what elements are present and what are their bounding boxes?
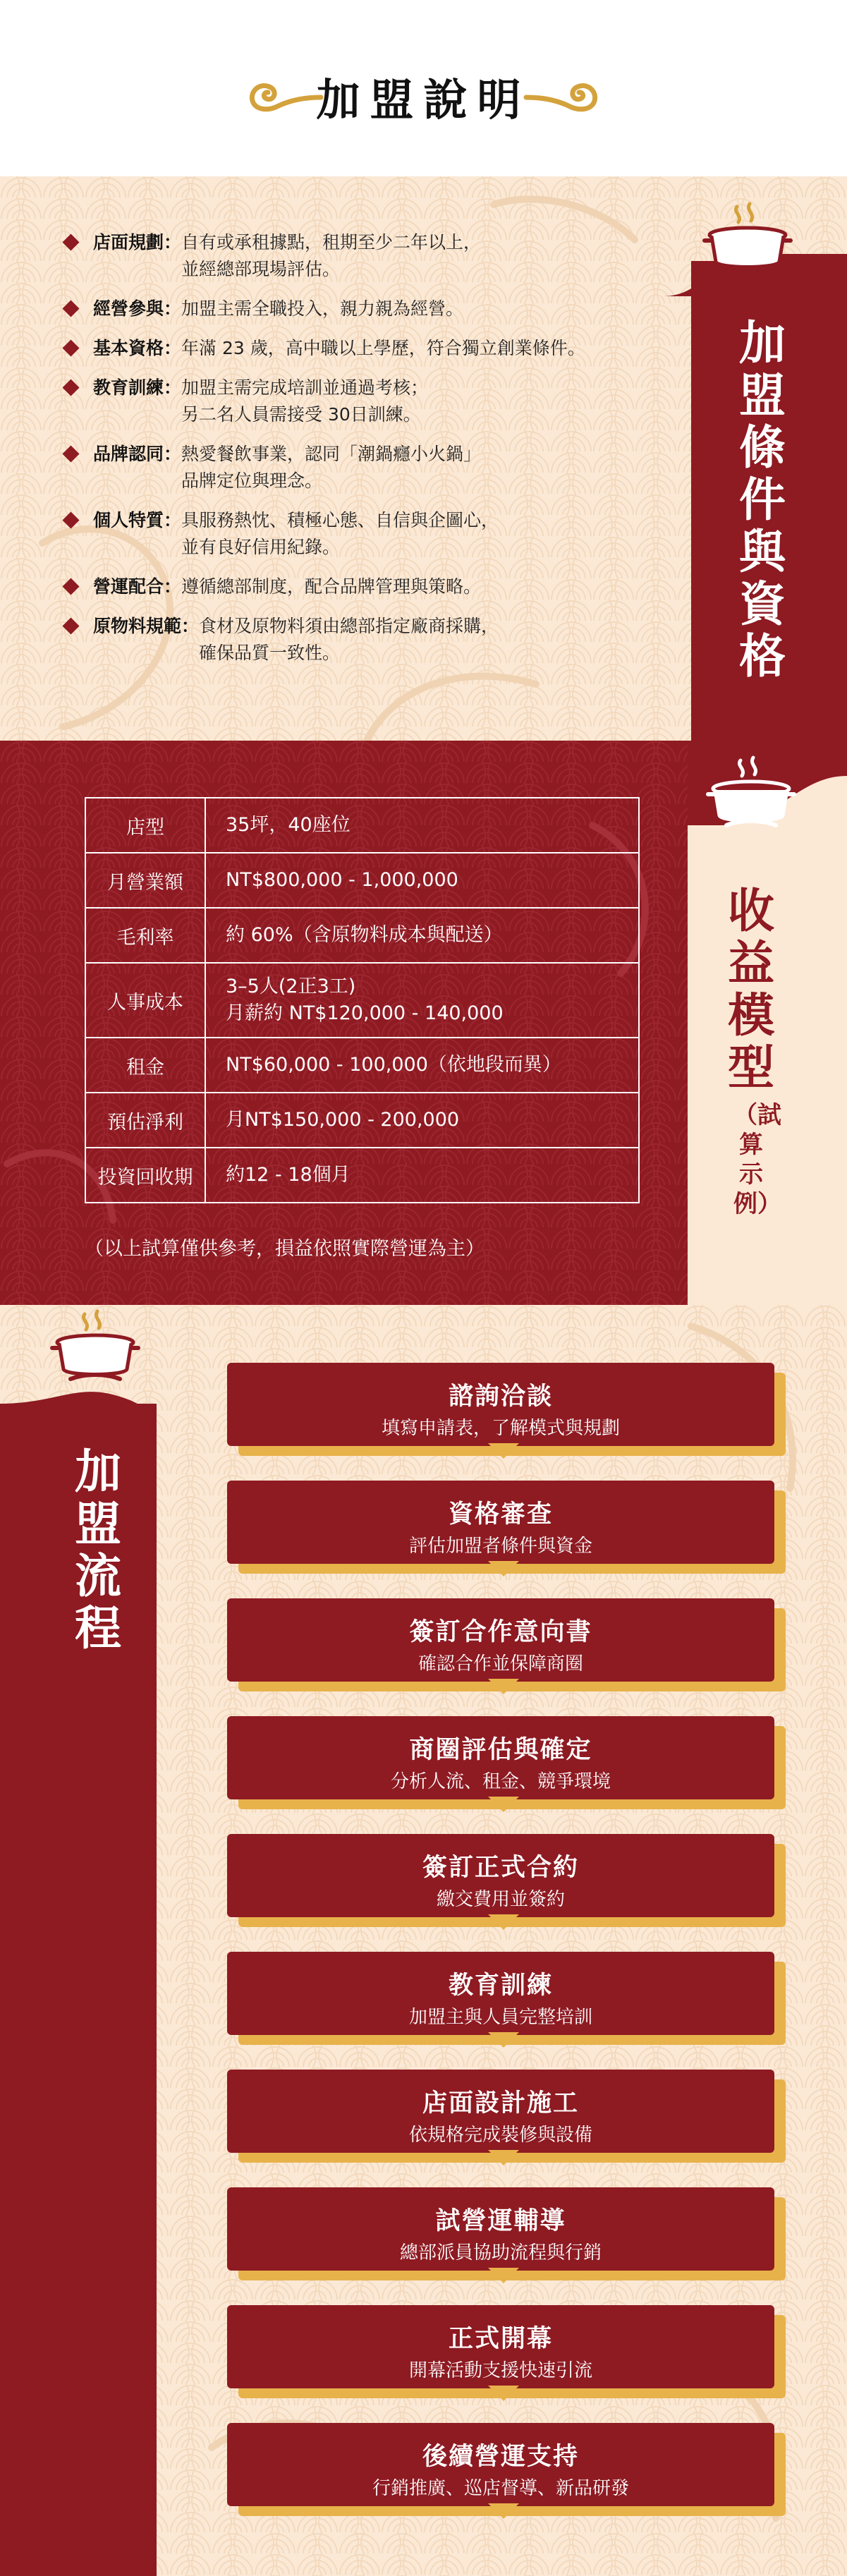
condition-label: 品牌認同： <box>93 444 182 464</box>
down-arrow-icon <box>488 1561 519 1576</box>
process-steps <box>227 1363 786 2541</box>
process-step <box>227 2305 786 2398</box>
profit-disclaimer: （以上試算僅供參考，損益依照實際營運為主） <box>85 1238 485 1260</box>
process-step <box>227 1716 786 1809</box>
conditions-title: 加盟條件與資格 <box>739 316 786 684</box>
step-card <box>227 1952 774 2035</box>
diamond-bullet-icon <box>62 300 79 317</box>
hotpot-icon <box>49 1308 141 1386</box>
step-title: 諮詢洽談 <box>448 1383 553 1411</box>
page-title: 加盟說明 <box>316 74 531 126</box>
row-value-text: 3–5人(2正3工) 月薪約 NT$120,000 - 140,000 <box>226 976 504 1024</box>
step-title: 正式開幕 <box>448 2325 553 2353</box>
condition-text: 加盟主需全職投入，親力親為經營。 <box>181 298 464 319</box>
process-title: 加盟流程 <box>75 1445 121 1655</box>
step-description: 開幕活動支援快速引流 <box>408 2360 592 2381</box>
step-description: 填寫申請表，了解模式與規劃 <box>381 1418 620 1439</box>
down-arrow-icon <box>488 2386 519 2401</box>
list-item <box>65 507 685 561</box>
step-description: 確認合作並保障商圈 <box>418 1653 583 1675</box>
row-value-text: 約12 - 18個月 <box>226 1164 351 1186</box>
profit-title: 收益模型 <box>728 884 774 1095</box>
step-card <box>227 1716 774 1799</box>
step-card <box>227 1481 774 1564</box>
table-row <box>85 1038 639 1093</box>
profit-table <box>85 797 640 1203</box>
condition-text: 自有或承租據點，租期至少二年以上， 並經總部現場評估。 <box>181 232 482 279</box>
row-value <box>205 908 639 963</box>
row-value <box>205 1148 639 1203</box>
row-value <box>205 963 639 1038</box>
profit-subtitle: （試算示例） <box>733 1101 781 1218</box>
row-value <box>205 853 639 908</box>
down-arrow-icon <box>488 2150 519 2165</box>
condition-label: 經營參與： <box>93 298 182 319</box>
step-card <box>227 2423 774 2506</box>
row-value-text: NT$60,000 - 100,000（依地段而異） <box>226 1054 561 1076</box>
page-header <box>0 0 847 176</box>
diamond-bullet-icon <box>62 233 79 250</box>
table-row <box>85 853 639 908</box>
hotpot-icon <box>702 201 793 279</box>
row-value-text: 約 60%（含原物料成本與配送） <box>226 924 503 946</box>
row-value-text: NT$800,000 - 1,000,000 <box>226 869 458 891</box>
step-title: 後續營運支持 <box>422 2443 579 2471</box>
step-card <box>227 1834 774 1917</box>
row-value <box>205 1093 639 1148</box>
swirl-ornament-icon <box>523 69 600 119</box>
condition-label: 原物料規範： <box>93 616 200 636</box>
condition-text: 遵循總部制度，配合品牌管理與策略。 <box>181 576 482 597</box>
step-title: 商圈評估與確定 <box>409 1736 592 1764</box>
condition-label: 店面規劃： <box>93 232 182 253</box>
step-card <box>227 2187 774 2271</box>
row-value <box>205 1038 639 1093</box>
list-item <box>65 296 685 322</box>
condition-text: 食材及原物料須由總部指定廠商採購， 確保品質一致性。 <box>199 616 499 663</box>
condition-label: 個人特質： <box>93 510 182 530</box>
row-key: 租金 <box>85 1038 205 1093</box>
table-row <box>85 908 639 963</box>
row-key: 預估淨利 <box>85 1093 205 1148</box>
down-arrow-icon <box>488 1679 519 1694</box>
step-description: 加盟主與人員完整培訓 <box>408 2007 592 2028</box>
diamond-bullet-icon <box>62 339 79 356</box>
step-title: 試營運輔導 <box>435 2207 566 2235</box>
row-key: 投資回收期 <box>85 1148 205 1203</box>
step-description: 評估加盟者條件與資金 <box>408 1536 592 1557</box>
condition-label: 營運配合： <box>93 576 182 597</box>
table-row <box>85 1148 639 1203</box>
condition-text: 具服務熱忱、積極心態、自信與企圖心， 並有良好信用紀錄。 <box>181 510 499 557</box>
table-row <box>85 1093 639 1148</box>
step-description: 分析人流、租金、競爭環境 <box>390 1771 611 1792</box>
diamond-bullet-icon <box>62 578 79 595</box>
table-row <box>85 963 639 1038</box>
step-card <box>227 2070 774 2153</box>
step-card <box>227 2305 774 2388</box>
step-title: 資格審查 <box>448 1500 553 1529</box>
row-value-text: 月NT$150,000 - 200,000 <box>226 1109 460 1131</box>
list-item <box>65 441 685 494</box>
step-card <box>227 1363 774 1446</box>
diamond-bullet-icon <box>62 445 79 462</box>
condition-label: 教育訓練： <box>93 377 182 398</box>
diamond-bullet-icon <box>62 617 79 634</box>
conditions-list <box>65 229 685 679</box>
step-title: 教育訓練 <box>448 1972 553 2000</box>
hotpot-icon <box>705 755 797 832</box>
row-key: 店型 <box>85 798 205 853</box>
table-row <box>85 798 639 853</box>
list-item <box>65 335 685 362</box>
row-key: 月營業額 <box>85 853 205 908</box>
down-arrow-icon <box>488 1797 519 1812</box>
down-arrow-icon <box>488 2032 519 2048</box>
step-description: 行銷推廣、巡店督導、新品研發 <box>372 2478 629 2499</box>
down-arrow-icon <box>488 2503 519 2519</box>
conditions-section <box>0 176 847 741</box>
step-title: 簽訂正式合約 <box>422 1854 579 1882</box>
process-step <box>227 1481 786 1574</box>
process-step <box>227 2070 786 2163</box>
list-item <box>65 573 685 600</box>
step-description: 依規格完成裝修與設備 <box>408 2125 592 2146</box>
process-step <box>227 2423 786 2516</box>
step-card <box>227 1598 774 1682</box>
profit-section <box>0 741 847 1305</box>
down-arrow-icon <box>488 2268 519 2283</box>
process-step <box>227 1598 786 1691</box>
step-title: 店面設計施工 <box>422 2089 579 2118</box>
row-key: 毛利率 <box>85 908 205 963</box>
process-section <box>0 1305 847 2576</box>
condition-label: 基本資格： <box>93 338 182 358</box>
diamond-bullet-icon <box>62 379 79 396</box>
condition-text: 年滿 23 歲，高中職以上學歷，符合獨立創業條件。 <box>181 338 585 358</box>
process-step <box>227 1834 786 1927</box>
process-step <box>227 1363 786 1456</box>
down-arrow-icon <box>488 1443 519 1459</box>
list-item <box>65 375 685 428</box>
step-title: 簽訂合作意向書 <box>409 1618 592 1646</box>
condition-text: 加盟主需完成培訓並通過考核； 另二名人員需接受 30日訓練。 <box>181 377 429 425</box>
list-item <box>65 229 685 283</box>
row-key: 人事成本 <box>85 963 205 1038</box>
row-value <box>205 798 639 853</box>
step-description: 繳交費用並簽約 <box>436 1889 565 1910</box>
down-arrow-icon <box>488 1914 519 1930</box>
list-item <box>65 613 685 667</box>
diamond-bullet-icon <box>62 511 79 528</box>
row-value-text: 35坪，40座位 <box>226 814 351 836</box>
process-step <box>227 1952 786 2045</box>
process-step <box>227 2187 786 2280</box>
condition-text: 熱愛餐飲事業，認同「潮鍋癮小火鍋」 品牌定位與理念。 <box>181 444 482 491</box>
step-description: 總部派員協助流程與行銷 <box>399 2242 602 2264</box>
